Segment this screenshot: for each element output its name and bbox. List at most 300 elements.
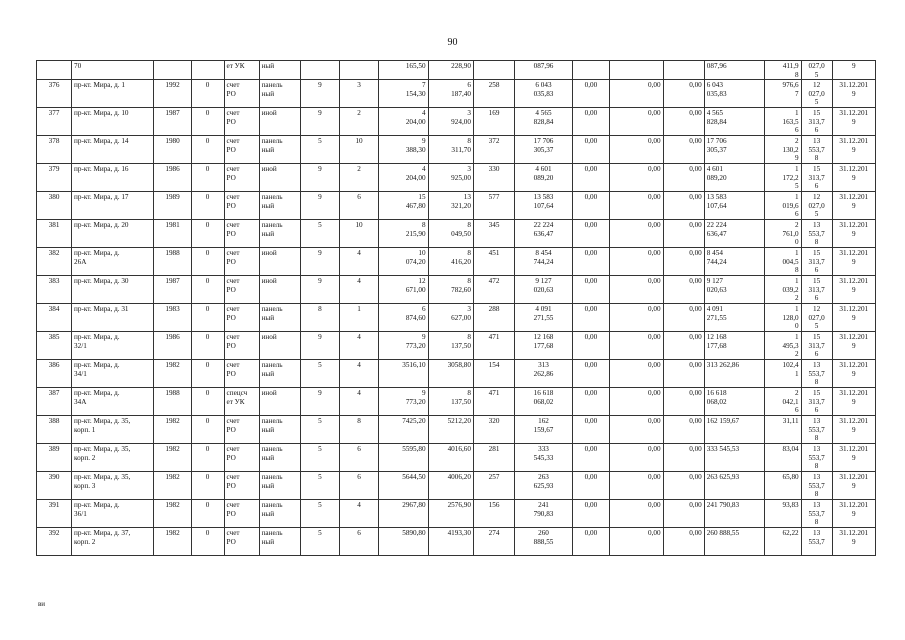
cell-payment: 15 313,7 6 — [801, 248, 832, 276]
cell-type: счет РО — [224, 80, 259, 108]
cell-year: 1992 — [154, 80, 191, 108]
cell-floors: 5 — [300, 416, 339, 444]
cell-rate: 62,22 — [764, 528, 801, 556]
cell-material: иной — [259, 276, 300, 304]
cell-residents: 345 — [473, 220, 514, 248]
cell-year: 1987 — [154, 108, 191, 136]
cell-col12: 0,00 — [572, 304, 609, 332]
cell-payment: 13 553,7 8 — [801, 416, 832, 444]
cell-area_total: 5644,50 — [379, 472, 428, 500]
cell-no: 391 — [37, 500, 72, 528]
cell-col14: 0,00 — [663, 220, 704, 248]
cell-col14: 0,00 — [663, 276, 704, 304]
cell-area_total: 4 204,00 — [379, 164, 428, 192]
cell-area_total: 12 671,00 — [379, 276, 428, 304]
cell-col3: 0 — [191, 360, 224, 388]
cell-col3: 0 — [191, 136, 224, 164]
table-row — [37, 248, 876, 276]
cell-type: счет РО — [224, 500, 259, 528]
cell-material: иной — [259, 388, 300, 416]
cell-no: 392 — [37, 528, 72, 556]
cell-amount: 8 454 744,24 — [515, 248, 573, 276]
cell-material: иной — [259, 108, 300, 136]
cell-year: 1988 — [154, 388, 191, 416]
footer-note: ви — [38, 600, 46, 608]
cell-floors: 9 — [300, 276, 339, 304]
cell-area_living: 8 416,20 — [428, 248, 473, 276]
cell-date: 31.12.201 9 — [832, 416, 875, 444]
cell-year: 1983 — [154, 304, 191, 332]
cell-address: пр-кт. Мира, д. 26А — [72, 248, 154, 276]
table-row — [37, 276, 876, 304]
cell-amount: 16 618 068,02 — [515, 388, 573, 416]
cell-col3: 0 — [191, 472, 224, 500]
cell-area_total: 3516,10 — [379, 360, 428, 388]
cell-payment: 15 313,7 6 — [801, 276, 832, 304]
cell-col12: 0,00 — [572, 192, 609, 220]
cell-address: пр-кт. Мира, д. 14 — [72, 136, 154, 164]
cell-col13: 0,00 — [609, 472, 663, 500]
cell-no: 376 — [37, 80, 72, 108]
cell-type: счет РО — [224, 416, 259, 444]
cell-date: 31.12.201 9 — [832, 136, 875, 164]
cell-total: 241 790,83 — [704, 500, 764, 528]
cell-area_total: 8 215,90 — [379, 220, 428, 248]
cell-material: иной — [259, 164, 300, 192]
cell-amount: 12 168 177,68 — [515, 332, 573, 360]
table-row — [37, 164, 876, 192]
cell-area_total: 10 074,20 — [379, 248, 428, 276]
cell-total: 162 159,67 — [704, 416, 764, 444]
cell-residents: 156 — [473, 500, 514, 528]
cell-col14: 0,00 — [663, 164, 704, 192]
cell-col13: 0,00 — [609, 136, 663, 164]
table-row — [37, 472, 876, 500]
cell-area_total: 6 874,60 — [379, 304, 428, 332]
cell-material: панель ный — [259, 136, 300, 164]
cell-address: пр-кт. Мира, д. 17 — [72, 192, 154, 220]
cell-col13: 0,00 — [609, 220, 663, 248]
table-body — [37, 61, 876, 556]
cell-type: счет РО — [224, 164, 259, 192]
cell-date: 31.12.201 9 — [832, 388, 875, 416]
cell-entrances: 4 — [339, 500, 378, 528]
cell-col12: 0,00 — [572, 80, 609, 108]
cell-no: 380 — [37, 192, 72, 220]
cell-col14: 0,00 — [663, 304, 704, 332]
cell-no: 385 — [37, 332, 72, 360]
cell-total: 260 888,55 — [704, 528, 764, 556]
cell-date: 31.12.201 9 — [832, 220, 875, 248]
cell-year: 1986 — [154, 164, 191, 192]
cell-address: пр-кт. Мира, д. 36/1 — [72, 500, 154, 528]
cell-no: 383 — [37, 276, 72, 304]
cell-amount: 313 262,86 — [515, 360, 573, 388]
table-row — [37, 61, 876, 80]
cell-total: 4 565 828,84 — [704, 108, 764, 136]
cell-type: счет РО — [224, 248, 259, 276]
cell-col14 — [663, 61, 704, 80]
cell-material: панель ный — [259, 416, 300, 444]
cell-amount: 241 790,83 — [515, 500, 573, 528]
cell-col13: 0,00 — [609, 528, 663, 556]
cell-residents: 154 — [473, 360, 514, 388]
cell-date: 31.12.201 9 — [832, 248, 875, 276]
cell-address: пр-кт. Мира, д. 30 — [72, 276, 154, 304]
cell-rate: 411,9 8 — [764, 61, 801, 80]
cell-date: 9 — [832, 61, 875, 80]
cell-no: 378 — [37, 136, 72, 164]
cell-entrances: 1 — [339, 304, 378, 332]
cell-year: 1989 — [154, 192, 191, 220]
cell-address: 70 — [72, 61, 154, 80]
cell-material: панель ный — [259, 444, 300, 472]
cell-entrances: 3 — [339, 80, 378, 108]
cell-floors: 5 — [300, 472, 339, 500]
page-number: 90 — [447, 37, 458, 48]
cell-col3: 0 — [191, 388, 224, 416]
cell-payment: 13 553,7 8 — [801, 444, 832, 472]
cell-area_total: 9 388,30 — [379, 136, 428, 164]
cell-area_total: 7425,20 — [379, 416, 428, 444]
table-row — [37, 136, 876, 164]
cell-residents: 169 — [473, 108, 514, 136]
cell-col13: 0,00 — [609, 304, 663, 332]
cell-area_living: 5212,20 — [428, 416, 473, 444]
cell-year: 1986 — [154, 332, 191, 360]
cell-entrances: 6 — [339, 444, 378, 472]
cell-address: пр-кт. Мира, д. 35, корп. 3 — [72, 472, 154, 500]
cell-col3: 0 — [191, 528, 224, 556]
cell-col13: 0,00 — [609, 444, 663, 472]
cell-col12: 0,00 — [572, 276, 609, 304]
cell-col12: 0,00 — [572, 388, 609, 416]
cell-col14: 0,00 — [663, 416, 704, 444]
cell-col3: 0 — [191, 220, 224, 248]
cell-type: счет РО — [224, 444, 259, 472]
cell-address: пр-кт. Мира, д. 34А — [72, 388, 154, 416]
cell-entrances: 6 — [339, 528, 378, 556]
cell-residents: 330 — [473, 164, 514, 192]
cell-address: пр-кт. Мира, д. 34/1 — [72, 360, 154, 388]
cell-rate: 1 019,6 6 — [764, 192, 801, 220]
cell-area_living: 4193,30 — [428, 528, 473, 556]
cell-material: панель ный — [259, 472, 300, 500]
cell-col14: 0,00 — [663, 500, 704, 528]
cell-material: иной — [259, 248, 300, 276]
cell-date: 31.12.201 9 — [832, 108, 875, 136]
cell-floors: 9 — [300, 164, 339, 192]
cell-col14: 0,00 — [663, 444, 704, 472]
cell-year — [154, 61, 191, 80]
cell-payment: 12 027,0 5 — [801, 304, 832, 332]
table-row — [37, 192, 876, 220]
cell-entrances: 6 — [339, 472, 378, 500]
cell-col14: 0,00 — [663, 388, 704, 416]
cell-date: 31.12.201 9 — [832, 528, 875, 556]
cell-col14: 0,00 — [663, 108, 704, 136]
cell-entrances: 10 — [339, 220, 378, 248]
cell-payment: 12 027,0 5 — [801, 80, 832, 108]
cell-date: 31.12.201 9 — [832, 164, 875, 192]
cell-area_living: 8 137,50 — [428, 332, 473, 360]
cell-amount: 22 224 636,47 — [515, 220, 573, 248]
cell-col14: 0,00 — [663, 136, 704, 164]
cell-type: счет РО — [224, 220, 259, 248]
cell-material: панель ный — [259, 192, 300, 220]
cell-material: ный — [259, 61, 300, 80]
cell-date: 31.12.201 9 — [832, 472, 875, 500]
cell-payment: 027,0 5 — [801, 61, 832, 80]
cell-total: 9 127 020,63 — [704, 276, 764, 304]
cell-year: 1987 — [154, 276, 191, 304]
cell-rate: 1 172,2 5 — [764, 164, 801, 192]
cell-address: пр-кт. Мира, д. 10 — [72, 108, 154, 136]
cell-payment: 15 313,7 6 — [801, 332, 832, 360]
cell-material: панель ный — [259, 500, 300, 528]
cell-col12 — [572, 61, 609, 80]
table-row — [37, 388, 876, 416]
cell-residents: 257 — [473, 472, 514, 500]
cell-entrances: 4 — [339, 248, 378, 276]
cell-col12: 0,00 — [572, 500, 609, 528]
cell-no: 377 — [37, 108, 72, 136]
cell-year: 1981 — [154, 220, 191, 248]
cell-col13: 0,00 — [609, 248, 663, 276]
cell-payment: 13 553,7 8 — [801, 472, 832, 500]
cell-col3: 0 — [191, 80, 224, 108]
cell-col3: 0 — [191, 444, 224, 472]
cell-area_total: 15 467,80 — [379, 192, 428, 220]
cell-material: панель ный — [259, 528, 300, 556]
cell-total: 8 454 744,24 — [704, 248, 764, 276]
cell-residents: 471 — [473, 388, 514, 416]
cell-col13: 0,00 — [609, 416, 663, 444]
cell-address: пр-кт. Мира, д. 20 — [72, 220, 154, 248]
cell-year: 1988 — [154, 248, 191, 276]
cell-col13: 0,00 — [609, 388, 663, 416]
cell-area_living: 3 924,00 — [428, 108, 473, 136]
cell-area_living: 13 321,20 — [428, 192, 473, 220]
cell-col12: 0,00 — [572, 416, 609, 444]
cell-col14: 0,00 — [663, 80, 704, 108]
cell-floors: 9 — [300, 108, 339, 136]
cell-rate: 1 495,3 2 — [764, 332, 801, 360]
cell-area_living: 4006,20 — [428, 472, 473, 500]
cell-entrances — [339, 61, 378, 80]
cell-area_living: 6 187,40 — [428, 80, 473, 108]
cell-rate: 83,04 — [764, 444, 801, 472]
cell-residents: 472 — [473, 276, 514, 304]
cell-entrances: 8 — [339, 416, 378, 444]
cell-floors: 5 — [300, 500, 339, 528]
table-row — [37, 500, 876, 528]
cell-rate: 65,80 — [764, 472, 801, 500]
cell-rate: 1 128,0 0 — [764, 304, 801, 332]
cell-year: 1982 — [154, 500, 191, 528]
cell-payment: 13 553,7 8 — [801, 360, 832, 388]
cell-date: 31.12.201 9 — [832, 80, 875, 108]
cell-col12: 0,00 — [572, 444, 609, 472]
cell-col3 — [191, 61, 224, 80]
cell-floors: 5 — [300, 360, 339, 388]
cell-floors: 9 — [300, 248, 339, 276]
cell-date: 31.12.201 9 — [832, 304, 875, 332]
cell-type: ет УК — [224, 61, 259, 80]
cell-date: 31.12.201 9 — [832, 500, 875, 528]
cell-area_living: 3058,80 — [428, 360, 473, 388]
cell-col14: 0,00 — [663, 472, 704, 500]
cell-amount: 260 888,55 — [515, 528, 573, 556]
cell-date: 31.12.201 9 — [832, 360, 875, 388]
cell-floors: 9 — [300, 332, 339, 360]
cell-col14: 0,00 — [663, 248, 704, 276]
cell-total: 333 545,53 — [704, 444, 764, 472]
cell-area_total: 2967,80 — [379, 500, 428, 528]
cell-total: 6 043 035,83 — [704, 80, 764, 108]
cell-col13: 0,00 — [609, 360, 663, 388]
cell-amount: 4 091 271,55 — [515, 304, 573, 332]
cell-area_living: 8 137,50 — [428, 388, 473, 416]
cell-amount: 13 583 107,64 — [515, 192, 573, 220]
cell-no: 390 — [37, 472, 72, 500]
cell-total: 263 625,93 — [704, 472, 764, 500]
cell-amount: 17 706 305,37 — [515, 136, 573, 164]
cell-area_total: 4 204,00 — [379, 108, 428, 136]
cell-total: 313 262,86 — [704, 360, 764, 388]
cell-col12: 0,00 — [572, 528, 609, 556]
cell-total: 4 601 089,20 — [704, 164, 764, 192]
cell-total: 087,96 — [704, 61, 764, 80]
cell-address: пр-кт. Мира, д. 37, корп. 2 — [72, 528, 154, 556]
cell-rate: 2 042,1 6 — [764, 388, 801, 416]
cell-residents: 288 — [473, 304, 514, 332]
cell-col14: 0,00 — [663, 332, 704, 360]
cell-entrances: 4 — [339, 332, 378, 360]
cell-col13: 0,00 — [609, 500, 663, 528]
housing-register-table — [36, 60, 876, 556]
cell-total: 16 618 068,02 — [704, 388, 764, 416]
cell-no: 382 — [37, 248, 72, 276]
table-row — [37, 108, 876, 136]
cell-amount: 333 545,33 — [515, 444, 573, 472]
cell-total: 17 706 305,37 — [704, 136, 764, 164]
cell-amount: 087,96 — [515, 61, 573, 80]
cell-rate: 1 039,2 2 — [764, 276, 801, 304]
cell-type: счет РО — [224, 332, 259, 360]
cell-entrances: 2 — [339, 108, 378, 136]
cell-area_living: 228,90 — [428, 61, 473, 80]
cell-area_total: 165,50 — [379, 61, 428, 80]
cell-payment: 13 553,7 — [801, 528, 832, 556]
cell-type: счет РО — [224, 472, 259, 500]
cell-col3: 0 — [191, 332, 224, 360]
cell-col12: 0,00 — [572, 332, 609, 360]
cell-address: пр-кт. Мира, д. 31 — [72, 304, 154, 332]
cell-floors: 9 — [300, 388, 339, 416]
cell-type: спецсч ет УК — [224, 388, 259, 416]
table-row — [37, 304, 876, 332]
cell-address: пр-кт. Мира, д. 35, корп. 1 — [72, 416, 154, 444]
table-row — [37, 80, 876, 108]
cell-col3: 0 — [191, 108, 224, 136]
cell-payment: 13 553,7 8 — [801, 220, 832, 248]
cell-rate: 1 004,5 8 — [764, 248, 801, 276]
cell-year: 1980 — [154, 136, 191, 164]
table-row — [37, 360, 876, 388]
cell-address: пр-кт. Мира, д. 35, корп. 2 — [72, 444, 154, 472]
cell-type: счет РО — [224, 304, 259, 332]
cell-area_total: 9 773,20 — [379, 332, 428, 360]
cell-no: 389 — [37, 444, 72, 472]
cell-address: пр-кт. Мира, д. 1 — [72, 80, 154, 108]
cell-col13: 0,00 — [609, 80, 663, 108]
cell-no: 388 — [37, 416, 72, 444]
cell-year: 1982 — [154, 444, 191, 472]
cell-total: 22 224 636,47 — [704, 220, 764, 248]
cell-col3: 0 — [191, 416, 224, 444]
cell-material: панель ный — [259, 80, 300, 108]
cell-residents: 451 — [473, 248, 514, 276]
cell-area_living: 8 049,50 — [428, 220, 473, 248]
cell-date: 31.12.201 9 — [832, 276, 875, 304]
cell-area_living: 3 627,00 — [428, 304, 473, 332]
cell-amount: 162 159,67 — [515, 416, 573, 444]
cell-col3: 0 — [191, 500, 224, 528]
cell-rate: 93,83 — [764, 500, 801, 528]
cell-date: 31.12.201 9 — [832, 192, 875, 220]
cell-address: пр-кт. Мира, д. 32/1 — [72, 332, 154, 360]
cell-residents — [473, 61, 514, 80]
cell-type: счет РО — [224, 360, 259, 388]
cell-payment: 12 027,0 5 — [801, 192, 832, 220]
cell-payment: 13 553,7 8 — [801, 136, 832, 164]
cell-year: 1982 — [154, 472, 191, 500]
cell-col12: 0,00 — [572, 220, 609, 248]
cell-col12: 0,00 — [572, 472, 609, 500]
cell-rate: 102,4 1 — [764, 360, 801, 388]
cell-area_living: 8 311,70 — [428, 136, 473, 164]
cell-col14: 0,00 — [663, 528, 704, 556]
cell-entrances: 6 — [339, 192, 378, 220]
cell-total: 12 168 177,68 — [704, 332, 764, 360]
cell-floors: 9 — [300, 192, 339, 220]
cell-payment: 15 313,7 6 — [801, 388, 832, 416]
cell-address: пр-кт. Мира, д. 16 — [72, 164, 154, 192]
cell-residents: 320 — [473, 416, 514, 444]
cell-payment: 15 313,7 6 — [801, 108, 832, 136]
cell-no: 384 — [37, 304, 72, 332]
cell-type: счет РО — [224, 136, 259, 164]
cell-rate: 2 761,0 0 — [764, 220, 801, 248]
cell-material: панель ный — [259, 220, 300, 248]
cell-entrances: 4 — [339, 276, 378, 304]
cell-col13: 0,00 — [609, 276, 663, 304]
cell-year: 1982 — [154, 360, 191, 388]
cell-col12: 0,00 — [572, 248, 609, 276]
cell-area_total: 5890,80 — [379, 528, 428, 556]
cell-date: 31.12.201 9 — [832, 444, 875, 472]
cell-col3: 0 — [191, 192, 224, 220]
cell-floors: 9 — [300, 80, 339, 108]
cell-col13 — [609, 61, 663, 80]
table-row — [37, 332, 876, 360]
cell-residents: 471 — [473, 332, 514, 360]
cell-col13: 0,00 — [609, 192, 663, 220]
cell-material: панель ный — [259, 360, 300, 388]
cell-col3: 0 — [191, 248, 224, 276]
table-row — [37, 528, 876, 556]
